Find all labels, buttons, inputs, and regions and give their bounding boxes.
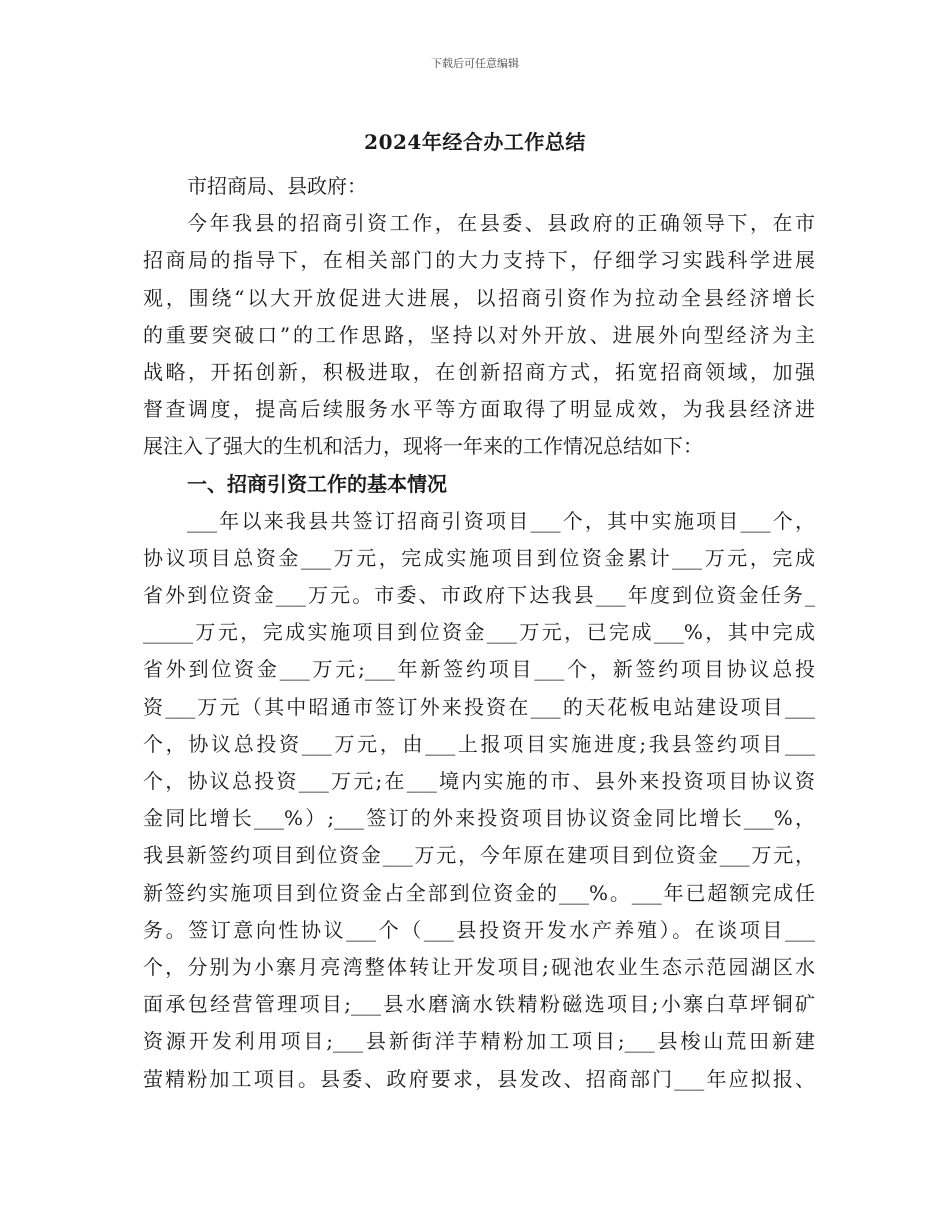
paragraph-line: 今年我县的招商引资工作，在县委、县政府的正确领导下，在市 xyxy=(187,211,815,236)
paragraph-line: ___年以来我县共签订招商引资项目___个，其中实施项目___个， xyxy=(187,508,815,533)
paragraph-line: 协议项目总资金___万元，完成实施项目到位资金累计___万元，完成 xyxy=(143,545,815,570)
paragraph-line: 我县新签约项目到位资金___万元，今年原在建项目到位资金___万元， xyxy=(143,843,815,868)
paragraph-line: 展注入了强大的生机和活力，现将一年来的工作情况总结如下： xyxy=(143,434,703,459)
paragraph-line: 的重要突破口”的工作思路，坚持以对外开放、进展外向型经济为主 xyxy=(143,322,815,347)
section-heading: 一、招商引资工作的基本情况 xyxy=(187,471,447,496)
paragraph-line: 面承包经营管理项目;___县水磨滴水铁精粉磁选项目;小寨白草坪铜矿 xyxy=(143,992,815,1017)
paragraph-line: 萤精粉加工项目。县委、政府要求，县发改、招商部门___年应拟报、 xyxy=(143,1066,815,1091)
paragraph-line: 个，协议总投资___万元;在___境内实施的市、县外来投资项目协议资 xyxy=(143,769,815,793)
paragraph-line: 金同比增长___%）;___签订的外来投资项目协议资金同比增长___%， xyxy=(143,806,815,831)
paragraph-line: 务。签订意向性协议___个（___县投资开发水产养殖）。在谈项目___ xyxy=(143,917,815,942)
paragraph-line: 督查调度，提高后续服务水平等方面取得了明显成效，为我县经济进 xyxy=(143,397,815,422)
paragraph-line: 个，协议总投资___万元，由___上报项目实施进度;我县签约项目___ xyxy=(143,731,815,756)
salutation-line: 市招商局、县政府： xyxy=(187,174,367,198)
paragraph-line: 资___万元（其中昭通市签订外来投资在___的天花板电站建设项目___ xyxy=(143,694,815,719)
document-title: 2024年经合办工作总结 xyxy=(364,130,586,154)
paragraph-line: 新签约实施项目到位资金占全部到位资金的___%。___年已超额完成任 xyxy=(143,880,815,905)
paragraph-line: _____万元，完成实施项目到位资金___万元，已完成___%，其中完成 xyxy=(143,620,815,645)
paragraph-line: 个，分别为小寨月亮湾整体转让开发项目;砚池农业生态示范园湖区水 xyxy=(143,954,815,979)
paragraph-line: 省外到位资金___万元。市委、市政府下达我县___年度到位资金任务_ xyxy=(143,583,815,608)
paragraph-line: 战略，开拓创新，积极进取，在创新招商方式，拓宽招商领域，加强 xyxy=(143,359,815,384)
paragraph-line: 省外到位资金___万元;___年新签约项目___个，新签约项目协议总投 xyxy=(143,657,815,682)
document-body xyxy=(143,168,815,1098)
paragraph-line: 招商局的指导下，在相关部门的大力支持下，仔细学习实践科学进展 xyxy=(143,248,815,273)
paragraph-line: 观，围绕“以大开放促进大进展，以招商引资作为拉动全县经济增长 xyxy=(143,285,815,310)
page-header-note: 下载后可任意编辑 xyxy=(431,57,519,70)
paragraph-line: 资源开发利用项目;___县新街洋芋精粉加工项目;___县梭山荒田新建 xyxy=(143,1029,815,1054)
